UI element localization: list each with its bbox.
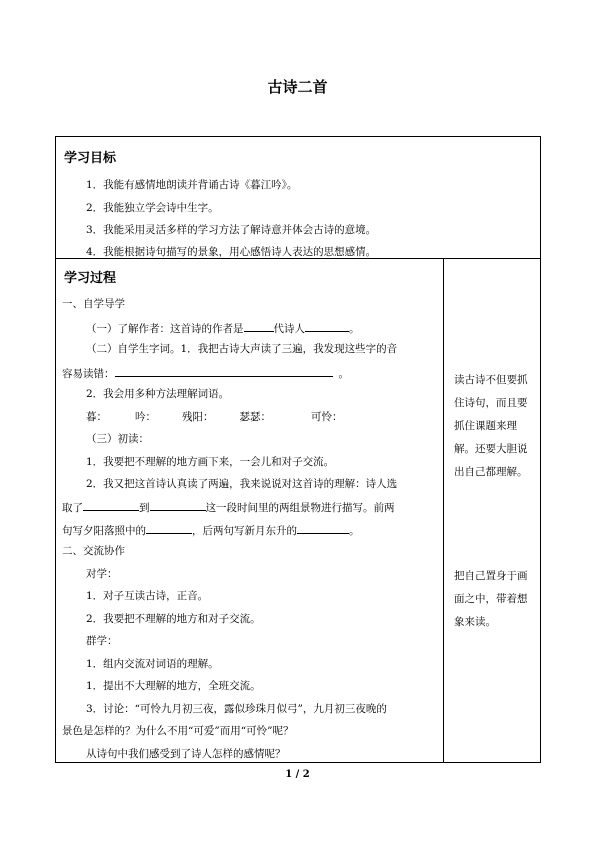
process-line: 3．讨论：“可怜九月初三夜，露似珍珠月似弓”，九月初三夜晚的 bbox=[86, 703, 387, 715]
process-line: 从诗句中我们感受到了诗人怎样的感情呢？ bbox=[86, 748, 286, 760]
process-line: 1．对子互读古诗，正音。 bbox=[86, 590, 209, 602]
fill-blank[interactable] bbox=[83, 499, 139, 511]
fill-blank[interactable] bbox=[297, 522, 349, 534]
goals-cell bbox=[55, 136, 541, 259]
scene-line: 句写夕阳落照中的 ，后两句写新月东升的 。 bbox=[62, 522, 360, 538]
words-line: 暮： 吟： 残阳： 瑟瑟： 可怜： bbox=[86, 411, 343, 423]
process-line: 1．组内交流对词语的理解。 bbox=[86, 658, 219, 670]
fill-blank[interactable] bbox=[305, 320, 349, 332]
side-note: 把自己置身于画面之中，带着想象来读。 bbox=[454, 570, 528, 628]
section-one-heading: 一、自学导学 bbox=[62, 298, 125, 310]
goal-item: 1．我能有感情地朗读并背诵古诗《暮江吟》。 bbox=[86, 179, 298, 191]
goal-item: 2．我能独立学会诗中生字。 bbox=[86, 202, 219, 214]
process-line: 对学： bbox=[86, 568, 118, 580]
process-line: 2．我又把这首诗认真读了两遍，我来说说对这首诗的理解：诗人选 bbox=[86, 478, 398, 490]
first-reading-heading: （三）初读： bbox=[86, 433, 149, 445]
goal-item: 4．我能根据诗句描写的景象，用心感悟诗人表达的思想感情。 bbox=[86, 246, 377, 258]
process-line: 1．提出不大理解的地方，全班交流。 bbox=[86, 680, 261, 692]
page-title: 古诗二首 bbox=[267, 78, 328, 96]
fill-blank[interactable] bbox=[244, 320, 274, 332]
author-line: （一）了解作者：这首诗的作者是 代诗人 。 bbox=[86, 320, 360, 336]
time-line: 取了 到 这一段时间里的两组景物进行描写。前两 bbox=[62, 499, 395, 515]
goals-heading: 学习目标 bbox=[64, 151, 117, 166]
goal-item: 3．我能采用灵活多样的学习方法了解诗意并体会古诗的意境。 bbox=[86, 224, 377, 236]
page-number: 1 / 2 bbox=[285, 769, 310, 780]
process-line: 群学： bbox=[86, 635, 118, 647]
fill-blank[interactable] bbox=[146, 522, 192, 534]
vocab-line-cont: 容易读错： 。 bbox=[62, 365, 349, 381]
process-line: 2．我要把不理解的地方和对子交流。 bbox=[86, 613, 261, 625]
side-notes-cell bbox=[443, 258, 541, 763]
process-line: 景色是怎样的？为什么不用“可爱”而用“可怜”呢？ bbox=[62, 725, 294, 737]
process-line: 1．我要把不理解的地方画下来，一会儿和对子交流。 bbox=[86, 456, 335, 468]
process-heading: 学习过程 bbox=[64, 271, 117, 286]
vocab-line: （二）自学生字词。1．我把古诗大声读了三遍，我发现这些字的音 bbox=[86, 343, 398, 355]
section-two-heading: 二、交流协作 bbox=[62, 545, 125, 557]
fill-blank[interactable] bbox=[115, 365, 333, 377]
word-method-line: 2．我会用多种方法理解词语。 bbox=[86, 388, 230, 400]
fill-blank[interactable] bbox=[150, 499, 206, 511]
process-cell bbox=[55, 258, 444, 763]
side-note: 读古诗不但要抓住诗句，而且要抓住课题来理解。还要大胆说出自己都理解。 bbox=[454, 374, 528, 478]
